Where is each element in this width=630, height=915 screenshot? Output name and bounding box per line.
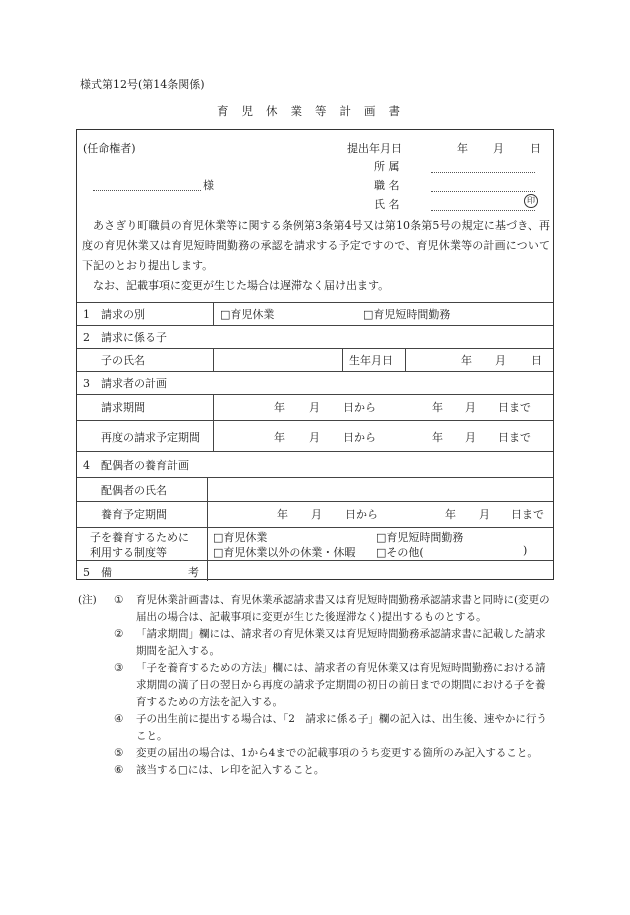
- note-text: 「子を養育するための方法」欄には、請求者の育児休業又は育児短時間勤務における請求期間の満了日の翌日から再度の請求予定期間の初日の前日までの期間における子を養育するための方法を記入する。: [136, 662, 546, 708]
- birth-year: 年: [461, 354, 472, 367]
- request-type-short-hours-checkbox[interactable]: □育児短時間勤務: [363, 308, 451, 321]
- period-end-month: 月: [465, 401, 476, 414]
- note-item: [78, 592, 554, 626]
- spouse-name-field[interactable]: [209, 478, 551, 500]
- care-end-month: 月: [479, 508, 490, 521]
- birth-day: 日: [531, 354, 542, 367]
- birth-month: 月: [495, 354, 506, 367]
- requester-plan-label: 3 請求者の計画: [83, 377, 167, 390]
- planned-end-year: 年: [432, 431, 443, 444]
- rule: [77, 451, 553, 452]
- statement-paragraph-2: なお、記載事項に変更が生じた場合は遅滞なく届け出ます。: [93, 279, 390, 292]
- period-start-month: 月: [309, 401, 320, 414]
- planned-period-label: 再度の請求予定期間: [101, 431, 200, 444]
- system-label-line2: 利用する制度等: [90, 546, 167, 559]
- note-text: 該当する□には、レ印を記入すること。: [136, 764, 325, 776]
- date-year: 年: [457, 142, 468, 155]
- remarks-label-end: 考: [188, 566, 199, 579]
- seal-mark: 印: [524, 194, 538, 208]
- document-title: 育児休業等計画書: [217, 104, 413, 118]
- date-day: 日: [530, 142, 541, 155]
- note-number: ⑥: [114, 764, 124, 776]
- department-label: 所 属: [374, 160, 400, 173]
- spouse-name-label: 配偶者の氏名: [101, 484, 167, 497]
- planned-start-year: 年: [274, 431, 285, 444]
- statement-paragraph-1: あさぎり町職員の育児休業等に関する条例第3条第4号又は第10条第5号の規定に基づき、再度の育児休業又は育児短時間勤務の承認を請求する予定ですので、育児休業等の計画について下記のとおり提出します。: [82, 219, 550, 272]
- note-number: ②: [114, 628, 124, 640]
- planned-end-day: 日まで: [498, 431, 531, 444]
- system-short-hours-checkbox[interactable]: □育児短時間勤務: [376, 531, 464, 544]
- job-title-line[interactable]: [431, 191, 535, 192]
- rule: [77, 371, 553, 372]
- note-text: 育児休業計画書は、育児休業承認請求書又は育児短時間勤務承認請求書と同時に(変更の届出の場合は、記載事項に変更が生じた後遅滞なく)提出するものとする。: [136, 594, 550, 623]
- spouse-plan-label: 4 配偶者の養育計画: [83, 459, 189, 472]
- rule: [77, 527, 553, 528]
- note-item: [78, 626, 554, 660]
- rule: [77, 325, 553, 326]
- planned-start-month: 月: [309, 431, 320, 444]
- child-name-label: 子の氏名: [101, 354, 145, 367]
- addressee-line: [93, 190, 201, 191]
- care-start-year: 年: [277, 508, 288, 521]
- remarks-label: 5 備: [83, 566, 112, 579]
- care-end-year: 年: [445, 508, 456, 521]
- name-label: 氏 名: [374, 198, 400, 211]
- sama-label: 様: [203, 179, 214, 192]
- rule: [77, 394, 553, 395]
- request-period-label: 請求期間: [101, 401, 145, 414]
- care-start-month: 月: [311, 508, 322, 521]
- job-title-label: 職 名: [374, 179, 400, 192]
- notes-section: [78, 592, 554, 779]
- system-other-checkbox[interactable]: □その他(: [376, 546, 424, 559]
- note-item: [78, 762, 554, 779]
- request-type-label: 1 請求の別: [83, 308, 145, 321]
- planned-end-month: 月: [465, 431, 476, 444]
- rule: [405, 348, 406, 371]
- name-line[interactable]: [431, 210, 535, 211]
- rule: [213, 302, 214, 325]
- submission-date-label: 提出年月日: [347, 142, 402, 155]
- rule: [213, 348, 214, 371]
- period-end-day: 日まで: [498, 401, 531, 414]
- system-other-leave-checkbox[interactable]: □育児休業以外の休業・休暇: [213, 546, 356, 559]
- birth-date-label: 生年月日: [349, 354, 393, 367]
- form-frame: [76, 129, 554, 580]
- note-item: [78, 660, 554, 711]
- care-period-label: 養育予定期間: [101, 508, 167, 521]
- notes-prefix: (注): [78, 594, 97, 606]
- rule: [213, 394, 214, 451]
- care-end-day: 日まで: [511, 508, 544, 521]
- statement-text: [82, 216, 550, 296]
- note-item: [78, 711, 554, 745]
- note-text: 変更の届出の場合は、1から4までの記載事項のうち変更する箇所のみ記入すること。: [136, 747, 538, 759]
- date-month: 月: [493, 142, 504, 155]
- department-line[interactable]: [431, 172, 535, 173]
- planned-start-day: 日から: [343, 431, 376, 444]
- rule: [77, 501, 553, 502]
- rule: [342, 348, 343, 371]
- care-start-day: 日から: [345, 508, 378, 521]
- note-item: [78, 745, 554, 762]
- note-number: ④: [114, 713, 124, 725]
- child-name-field[interactable]: [215, 349, 341, 370]
- note-text: 「請求期間」欄には、請求者の育児休業又は育児短時間勤務承認請求書に記載した請求期間を記入する。: [136, 628, 546, 657]
- period-start-day: 日から: [343, 401, 376, 414]
- rule: [207, 477, 208, 581]
- system-label-line1: 子を養育するために: [90, 531, 189, 544]
- request-type-childcare-leave-checkbox[interactable]: □育児休業: [220, 308, 275, 321]
- authority-label: (任命権者): [83, 142, 136, 155]
- form-number: 様式第12号(第14条関係): [80, 78, 205, 91]
- remarks-field[interactable]: [209, 561, 551, 579]
- rule: [77, 420, 553, 421]
- period-end-year: 年: [432, 401, 443, 414]
- period-start-year: 年: [274, 401, 285, 414]
- child-section-label: 2 請求に係る子: [83, 331, 167, 344]
- note-number: ⑤: [114, 747, 124, 759]
- note-text: 子の出生前に提出する場合は、「2 請求に係る子」欄の記入は、出生後、速やかに行うこと。: [136, 713, 547, 742]
- rule: [77, 302, 553, 303]
- note-number: ③: [114, 662, 124, 674]
- note-number: ①: [114, 594, 124, 606]
- system-other-close-paren: ): [523, 544, 528, 557]
- system-childcare-leave-checkbox[interactable]: □育児休業: [213, 531, 268, 544]
